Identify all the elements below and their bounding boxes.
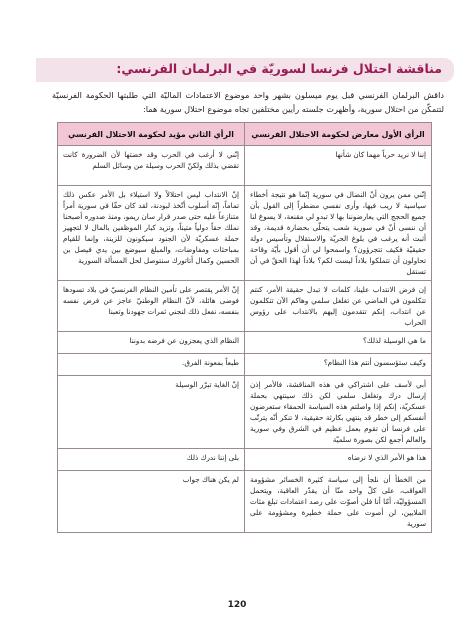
table-row bbox=[58, 146, 432, 186]
opinion-2-cell: إنّ الأمر يقتصر على تأمين النظام الفرنسيّ في بلاد تسودها فوضى هائلة، لأنّ النظام الوطنيّ عاجز عن فرض نفسه بنفسه، نفعل ذلك لنجني ثمرات جهودنا وتعبنا bbox=[58, 281, 245, 332]
opinion-2-cell: إنّ الانتداب ليس احتلالاً ولا استيلاء بل الأمر عكس ذلك تماماً، إنّه أسلوب أتّخذ لبودنة، لقد كان حقّا في سورية أمراً متنازعاً عليه حتى صدر قرار سان ريمو، ومنذ صدوره أصبحنا نملك حقاً دولياً متيناً، وتزيد كبار الموظفين بالمال لا لتجهيز حملة عسكريّة لأن الجنود سيكونون للزينة، وإنما للقيام بمباحثات ومفاوضات، والمبلغ سيوضع بين يدي فيصل بن الحسين وكمال أتاتورك سنتوصل لحل المسألة السورية bbox=[58, 186, 245, 281]
opinion-1-cell: ما هي الوسيلة لذلك؟ bbox=[245, 332, 432, 354]
section-title: مناقشة احتلال فرنسا لسوريّة في البرلمان الفرنسي: bbox=[116, 61, 442, 76]
table-row bbox=[58, 449, 432, 471]
header-opinion-1: الرأي الأول معارض لحكومة الاحتلال الفرنسي bbox=[245, 123, 432, 146]
table-row bbox=[58, 354, 432, 376]
header-opinion-2: الرأي الثاني مؤيد لحكومة الاحتلال الفرنسي bbox=[58, 123, 245, 146]
opinion-2-cell: لم يكن هناك جواب bbox=[58, 471, 245, 533]
opinion-2-cell: النظام الذي يعجزون عن فرضه بدوننا bbox=[58, 332, 245, 354]
table-header-row bbox=[58, 123, 432, 146]
opinion-2-cell: بلى إننا ندرك ذلك bbox=[58, 449, 245, 471]
opinion-1-cell: من الخطأ أن نلجأ إلى سياسة كثيرة الخسائر مشؤومة العواقب، على كلّ واحد منّا أن يقدّر العاقبة، ويتحمل المسؤوليّة، أمّا أنا فلن أصوّت على رصد اعتمادات تبلغ مئات الملايين، لن أصوت على حملة خطيرة ومشؤومة على سورية bbox=[245, 471, 432, 533]
opinion-1-cell: وكيف ستؤسسون أنتم هذا النظام؟ bbox=[245, 354, 432, 376]
opinion-1-cell: هذا هو الأمر الذي لا نرضاه bbox=[245, 449, 432, 471]
opinion-1-cell: إننا لا نريد حرباً مهما كان شأنها bbox=[245, 146, 432, 186]
table-row bbox=[58, 471, 432, 533]
debate-table bbox=[57, 122, 432, 533]
table-row bbox=[58, 376, 432, 449]
opinion-2-cell: طبعاً بمعونة الفرق. bbox=[58, 354, 245, 376]
opinion-2-cell: إنّني لا أرغب في الحرب وقد خضتها لأن الضرورة كانت تقضي بذلك ولكنّ الحرب وسيلة من وسائل السلم bbox=[58, 146, 245, 186]
opinion-1-cell: إنّني ممن يرون أنّ النضال في سورية إنّما هو نتيجة أخطاء سياسية لا ريب فيها، وأرى نفسي مضطراً إلى القول بأن جميع الحجج التي يعارضوننا بها لا تبدو لي مقنعة، لا يسوغ لنا أن ننسى أنّ في سورية شعب يتحلّى بحضارة قديمة، وقد أثبت أنه يرغب في بلوغ الحريّة والاستقلال وتأسيس دولة حقيقيّة فكيف تتجرؤون؟ واسمحوا لي أن أقول بأيّة وقاحة تحاولون أن تتملكوا بلاداً ليست لكم؟ بلاداً لهذا الحقّ في أن تستقل bbox=[245, 186, 432, 281]
section-title-bar bbox=[36, 58, 454, 82]
opinion-2-cell: إنّ الغاية تبرّر الوسيلة bbox=[58, 376, 245, 449]
intro-paragraph: داقش البرلمان الفرنسي قبل يوم ميسلون بشهر واحد موضوع الاعتمادات الماليّة التي طلبتها الحكومة الفرنسيّة لتتمكّن من احتلال سورية، وأظهرت جلسته رأيين مختلفين تجاه موضوع احتلال سورية هما: bbox=[52, 90, 444, 114]
page-number: 120 bbox=[227, 600, 247, 610]
table-row bbox=[58, 332, 432, 354]
table-row bbox=[58, 281, 432, 332]
opinion-1-cell: أبي لأسف على اشتراكي في هذه المناقشة، فالأمر إذن إرسال درك وتغلغل سلمي لكن ذلك سينتهي بحملة عسكريّة، إنكم إذا واصلتم هذه السياسة الحمقاء ستعرضون أنفسكم إلى خطر قد ينتهي بكارثة حقيقية، لا تنكر أنّه يترتّب على فرنسا أن تقوم بعمل عظيم في الشرق وفي سورية والعالم أجمع لكن بصورة سلميّة bbox=[245, 376, 432, 449]
opinion-1-cell: إن فرض الانتداب علينا، كلمات لا تبدل حقيقة الأمر، كنتم تتكلمون في الماضي عن تغلغل سلمي وهاكم الآن تتكلمون عن انتداب، إنكم تتقدمون إليهم بالانتداب على رؤوس الحراب bbox=[245, 281, 432, 332]
table-row bbox=[58, 186, 432, 281]
